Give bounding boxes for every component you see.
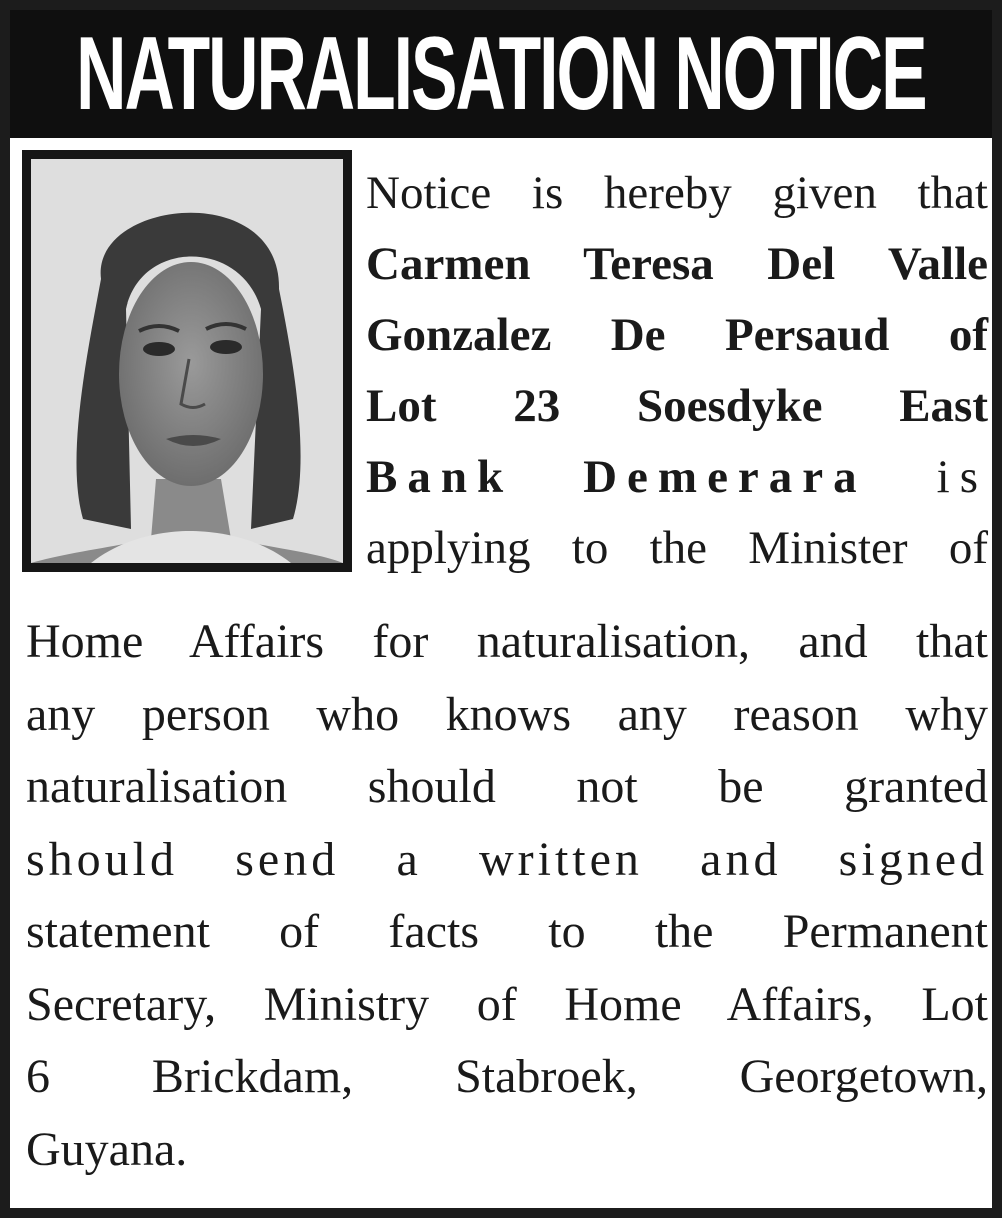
body-line: should send a written and signed [26,832,988,886]
applicant-address-line [366,371,988,442]
intro-line: Notice is hereby given that [366,167,988,219]
applicant-address-part: Bank Demerara [366,451,867,503]
portrait-photo [22,150,352,572]
intro-line: applying to the Minister of [366,522,988,574]
body-line: Guyana. [26,1122,188,1176]
applicant-name-part: Carmen Teresa Del Valle [366,238,988,290]
intro-connector: is [936,451,988,503]
portrait-image [31,159,343,563]
body-line: statement of facts to the Permanent [26,905,988,958]
body-line: naturalisation should not be granted [26,760,988,813]
intro-paragraph [366,158,988,584]
title-bar [10,10,992,138]
applicant-address-part: Lot 23 Soesdyke East [366,380,988,432]
body-line: Secretary, Ministry of Home Affairs, Lot [26,977,988,1031]
notice-body [26,606,988,1186]
body-line: any person who knows any reason why [26,687,988,741]
notice-title: NATURALISATION NOTICE [76,16,926,132]
applicant-name-line [366,300,988,371]
body-line: 6 Brickdam, Stabroek, Georgetown, [26,1050,988,1103]
applicant-address-line [366,442,988,513]
applicant-name-line [366,229,988,300]
body-line: Home Affairs for naturalisation, and that [26,615,988,668]
applicant-name-part: Gonzalez De Persaud of [366,309,988,361]
